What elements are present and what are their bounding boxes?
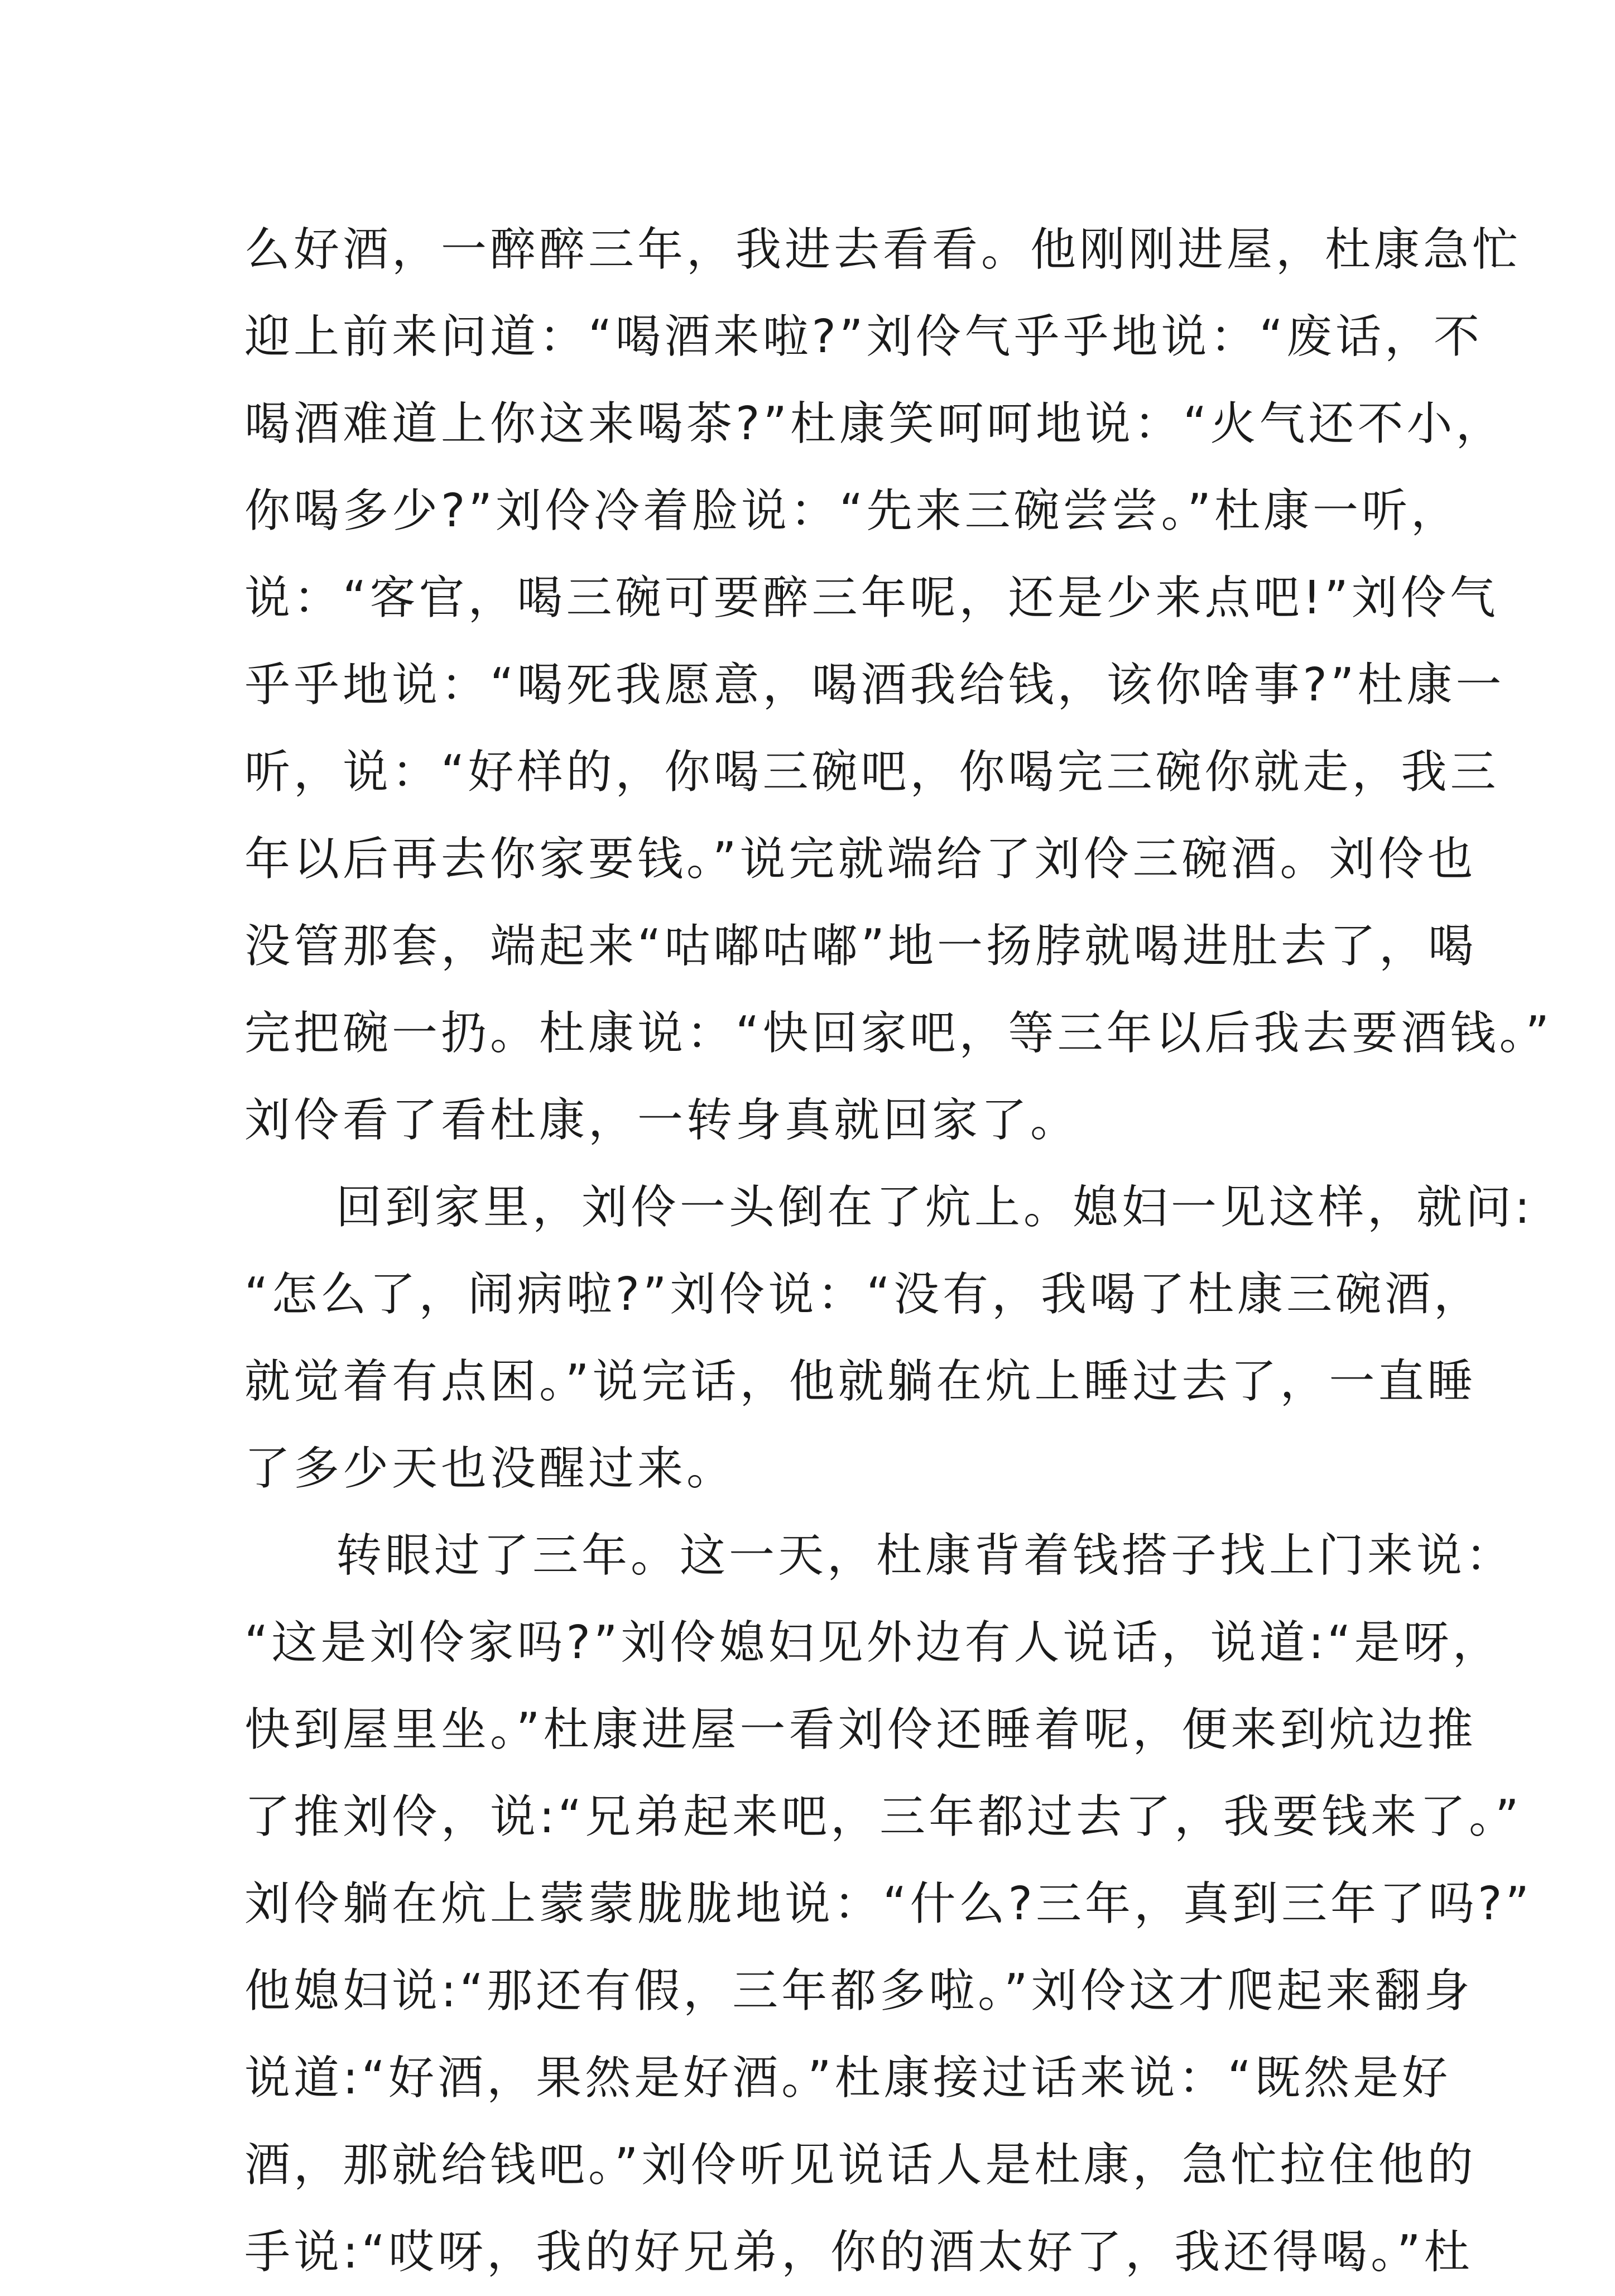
text-line: “这是刘伶家吗?”刘伶媳妇见外边有人说话，说道:“是呀，	[244, 1616, 1502, 1669]
text-line: 他媳妇说:“那还有假，三年都多啦。”刘伶这才爬起来翻身	[244, 1964, 1473, 2018]
text-line: 迎上前来问道：“喝酒来啦?”刘伶气乎乎地说：“废话，不	[244, 310, 1483, 363]
text-line: 说道:“好酒，果然是好酒。”杜康接过话来说：“既然是好	[244, 2052, 1451, 2105]
text-line: 听，说：“好样的，你喝三碗吧，你喝完三碗你就走，我三	[244, 746, 1499, 799]
text-line: 喝酒难道上你这来喝茶?”杜康笑呵呵地说：“火气还不小，	[244, 397, 1505, 450]
text-line: 酒，那就给钱吧。”刘伶听见说话人是杜康，急忙拉住他的	[244, 2139, 1477, 2192]
text-line: 回到家里，刘伶一头倒在了炕上。媳妇一见这样，就问:	[336, 1181, 1534, 1234]
text-line: 年以后再去你家要钱。”说完就端给了刘伶三碗酒。刘伶也	[244, 833, 1477, 886]
text-line: 乎乎地说：“喝死我愿意，喝酒我给钱，该你啥事?”杜康一	[244, 659, 1505, 712]
text-line: 就觉着有点困。”说完话，他就躺在炕上睡过去了，一直睡	[244, 1355, 1477, 1408]
text-line: 么好酒，一醉醉三年，我进去看看。他刚刚进屋，杜康急忙	[244, 223, 1522, 276]
text-line: 转眼过了三年。这一天，杜康背着钱搭子找上门来说：	[336, 1529, 1515, 1582]
text-line: 没管那套，端起来“咕嘟咕嘟”地一扬脖就喝进肚去了，喝	[244, 920, 1477, 973]
text-line: 刘伶看了看杜康，一转身真就回家了。	[244, 1094, 1080, 1147]
text-line: 完把碗一扔。杜康说：“快回家吧，等三年以后我去要酒钱。”	[244, 1007, 1552, 1060]
text-line: 快到屋里坐。”杜康进屋一看刘伶还睡着呢，便来到炕边推	[244, 1703, 1477, 1756]
text-line: 手说:“哎呀，我的好兄弟，你的酒太好了，我还得喝。”杜	[244, 2226, 1473, 2279]
text-line: 了多少天也没醒过来。	[244, 1442, 736, 1495]
text-line: 刘伶躺在炕上蒙蒙胧胧地说：“什么?三年，真到三年了吗?”	[244, 1877, 1533, 1930]
body-text	[244, 206, 1552, 2296]
text-line: 了推刘伶，说:“兄弟起来吧，三年都过去了，我要钱来了。”	[244, 1790, 1522, 1843]
text-line: 说：“客官，喝三碗可要醉三年呢，还是少来点吧!”刘伶气	[244, 571, 1499, 625]
text-line: “怎么了，闹病啦?”刘伶说：“没有，我喝了杜康三碗酒，	[244, 1268, 1483, 1321]
text-line: 你喝多少?”刘伶冷着脸说：“先来三碗尝尝。”杜康一听，	[244, 484, 1460, 537]
